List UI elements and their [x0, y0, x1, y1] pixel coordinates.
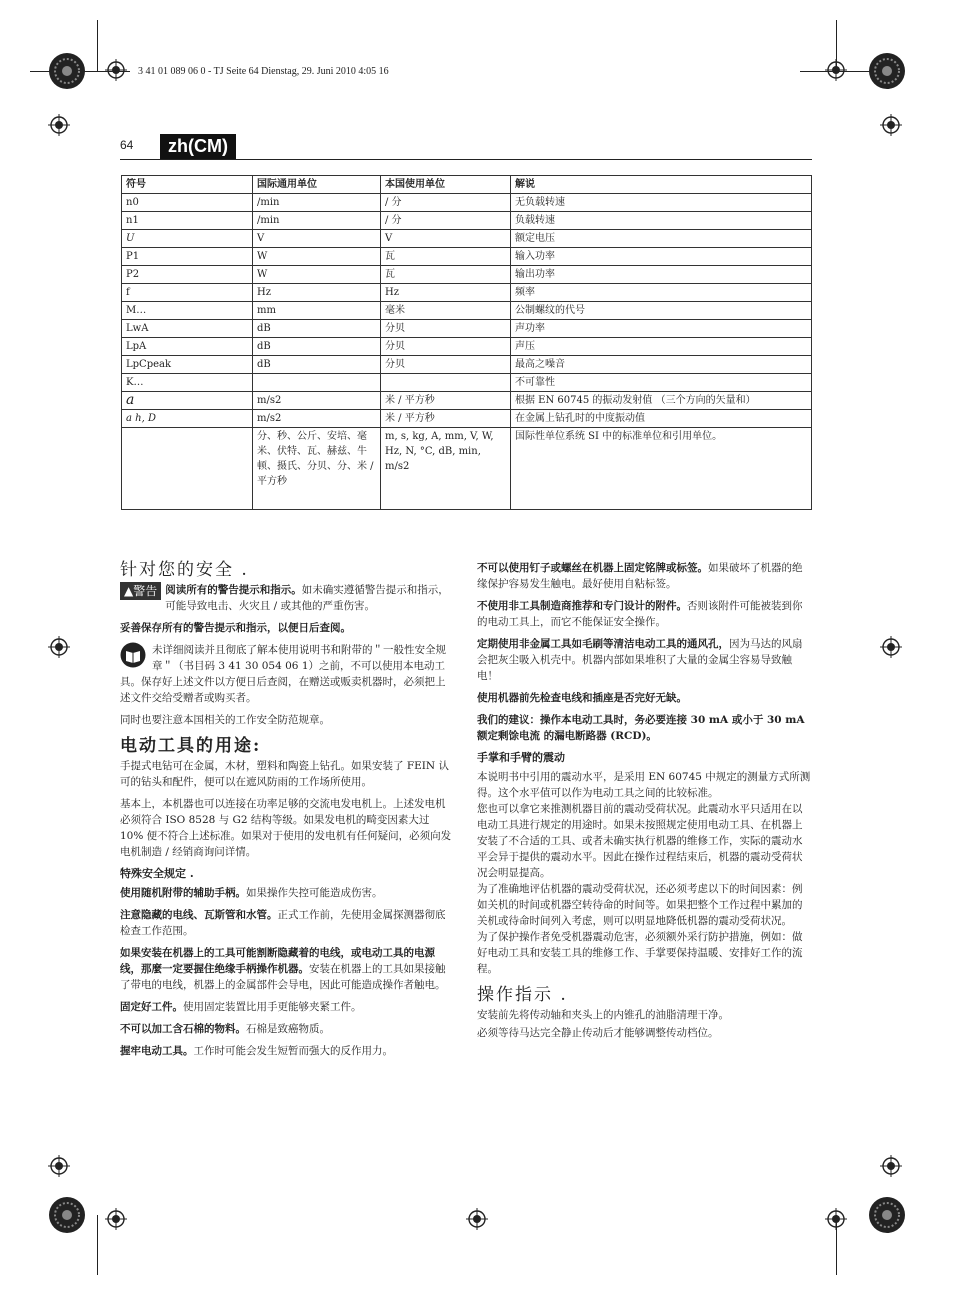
table-header-cell: 解说 [511, 176, 812, 194]
table-cell: /min [253, 194, 381, 212]
table-cell: 在金属上钻孔时的中度振动值 [511, 410, 812, 428]
table-cell: 米 / 平方秒 [381, 392, 511, 410]
right-item-text: 否则该附件可能被装到你的电动工具上，而它不能保证安全操作。 [477, 600, 803, 628]
table-cell: 国际性单位系统 SI 中的标准单位和引用单位。 [511, 428, 812, 510]
special-item-text: 工作时可能会发生短暂而强大的反作用力。 [193, 1045, 393, 1057]
language-tag: zh(CM) [160, 134, 236, 159]
warning-bold: 阅读所有的警告提示和指示。 [165, 584, 302, 596]
warning-label: 警告 [133, 584, 158, 598]
right-item-bold: 我们的建议：操作本电动工具时，务必要连接 30 mA 或小于 30 mA 额定剩馀电流 的漏电断路器 (RCD)。 [477, 714, 805, 742]
left-column [120, 560, 455, 1065]
star-target-icon [868, 1196, 906, 1234]
table-cell: 分、秒、公斤、安培、毫米、伏特、瓦、赫兹、牛顿、摄氏、分贝、分、米 / 平方秒 [253, 428, 381, 510]
also-paragraph: 同时也要注意本国相关的工作安全防范规章。 [120, 714, 330, 726]
table-cell: 根据 EN 60745 的振动发射值 （三个方向的矢量和） [511, 392, 812, 410]
header-rule [120, 159, 812, 160]
table-row [122, 356, 812, 374]
section-title-use: 电动工具的用途: [120, 736, 262, 756]
use-paragraph-1: 手提式电钻可在金属，木材，塑料和陶瓷上钻孔。如果安装了 FEIN 认可的钻头和配件，便可以在遮风防雨的工作场所使用。 [120, 760, 449, 788]
table-cell: 米 / 平方秒 [381, 410, 511, 428]
special-item [120, 945, 455, 993]
table-row [122, 410, 812, 428]
registration-mark-icon [48, 114, 70, 136]
table-cell: dB [253, 356, 381, 374]
table-row [122, 338, 812, 356]
table-cell: W [253, 266, 381, 284]
vibration-paragraph: 为了准确地评估机器的震动受荷状况，还必须考虑以下的时间因素：例如关机的时间或机器空转待命的时间等。如果把整个工作过程中累加的关机或待命时间列入考虑，则可以明显地降低机器的震动受荷状况。 [477, 883, 803, 927]
table-cell: P1 [122, 248, 253, 266]
table-cell: 瓦 [381, 266, 511, 284]
registration-mark-icon [48, 1155, 70, 1177]
table-cell: 无负载转速 [511, 194, 812, 212]
special-item-text: 如果操作失控可能造成伤害。 [246, 887, 383, 899]
table-row [122, 248, 812, 266]
table-cell: 额定电压 [511, 230, 812, 248]
table-cell: 输入功率 [511, 248, 812, 266]
table-row [122, 428, 812, 510]
table-row [122, 302, 812, 320]
vibration-paragraph: 为了保护操作者免受机器震动危害，必须额外采行防护措施，例如：做好电动工具和安装工具的维修工作、手掌要保持温暖、安排好工作的流程。 [477, 931, 803, 975]
table-cell: 分贝 [381, 338, 511, 356]
special-item-text: 正式工作前，先使用金属探测器彻底检查工作范围。 [120, 909, 446, 937]
registration-mark-icon [825, 59, 847, 81]
registration-mark-icon [105, 59, 127, 81]
star-target-icon [868, 52, 906, 90]
table-cell: a h, D [122, 410, 253, 428]
table-cell: U [122, 230, 253, 248]
table-row [122, 284, 812, 302]
table-cell: m/s2 [253, 392, 381, 410]
special-item [120, 907, 455, 939]
special-item-bold: 固定好工件。 [120, 1001, 183, 1013]
table-cell: / 分 [381, 194, 511, 212]
table-cell: n1 [122, 212, 253, 230]
section-title-vibration: 手掌和手臂的震动 [477, 751, 565, 764]
keep-bold: 妥善保存所有的警告提示和指示，以便日后查阅。 [120, 622, 351, 634]
table-cell: Hz [253, 284, 381, 302]
table-cell: 毫米 [381, 302, 511, 320]
table-cell: P2 [122, 266, 253, 284]
right-item [477, 690, 812, 706]
special-item-bold: 使用随机附带的辅助手柄。 [120, 887, 246, 899]
table-cell: LpA [122, 338, 253, 356]
table-cell: 公制螺纹的代号 [511, 302, 812, 320]
table-header-cell: 国际通用单位 [253, 176, 381, 194]
table-row [122, 230, 812, 248]
table-cell [122, 428, 253, 510]
special-item [120, 1021, 455, 1037]
table-cell: 不可靠性 [511, 374, 812, 392]
right-item [477, 598, 812, 630]
page-number: 64 [120, 138, 134, 152]
table-cell: LpCpeak [122, 356, 253, 374]
table-header-row [122, 176, 812, 194]
special-item-bold: 握牢电动工具。 [120, 1045, 194, 1057]
star-target-icon [48, 52, 86, 90]
table-cell [253, 374, 381, 392]
table-cell: 分贝 [381, 320, 511, 338]
operation-paragraph: 必须等待马达完全静止传动后才能够调整传动档位。 [477, 1027, 719, 1039]
table-cell: M… [122, 302, 253, 320]
right-item-text: 如果破坏了机器的绝缘保护容易发生触电。最好使用自粘标签。 [477, 562, 803, 590]
registration-mark-icon [880, 1155, 902, 1177]
table-cell: 负载转速 [511, 212, 812, 230]
warning-badge [120, 582, 161, 600]
special-item-text: 安装在机器上的工具如果接触了带电的电线，机器上的金属部件会导电，因此可能造成操作者触电。 [120, 963, 446, 991]
special-item-bold: 注意隐藏的电线、瓦斯管和水管。 [120, 909, 278, 921]
table-cell: W [253, 248, 381, 266]
registration-mark-icon [48, 636, 70, 658]
warning-paragraph [120, 582, 455, 614]
registration-mark-icon [880, 114, 902, 136]
right-item-bold: 使用机器前先检查电线和插座是否完好无缺。 [477, 692, 687, 704]
table-row [122, 212, 812, 230]
table-cell: a [122, 392, 253, 410]
table-cell: 分贝 [381, 356, 511, 374]
special-item-text: 使用固定装置比用手更能够夹紧工件。 [183, 1001, 362, 1013]
crop-mark [97, 20, 98, 72]
table-row [122, 266, 812, 284]
table-cell: 输出功率 [511, 266, 812, 284]
right-item-bold: 不使用非工具制造商推荐和专门设计的附件。 [477, 600, 687, 612]
vibration-paragraph: 您也可以拿它来推测机器目前的震动受荷状况。此震动水平只适用在以电动工具进行规定的用途时。如果未按照规定使用电动工具、在机器上安装了不合适的工具、或者未确实执行机器的维修工作，实际的震动水平会异于提供的震动水平。因此在操作过程结束后，机器的震动受荷状况会明显提高。 [477, 803, 803, 879]
table-cell: dB [253, 338, 381, 356]
table-cell: f [122, 284, 253, 302]
table-cell [381, 374, 511, 392]
table-row [122, 194, 812, 212]
crop-mark [97, 1215, 98, 1275]
table-cell: mm [253, 302, 381, 320]
table-cell: m/s2 [253, 410, 381, 428]
table-cell: / 分 [381, 212, 511, 230]
special-item [120, 999, 455, 1015]
table-cell: 频率 [511, 284, 812, 302]
special-item-bold: 如果安装在机器上的工具可能割断隐藏着的电线，或电动工具的电源线，那麼一定要握住绝缘手柄操作机器。 [120, 947, 435, 975]
table-cell: 瓦 [381, 248, 511, 266]
special-item-text: 石棉是致癌物质。 [246, 1023, 330, 1035]
special-item [120, 1043, 455, 1059]
table-cell: V [253, 230, 381, 248]
table-row [122, 374, 812, 392]
keep-paragraph [120, 620, 455, 636]
table-cell: /min [253, 212, 381, 230]
warning-triangle-icon: ▲ [124, 584, 134, 598]
book-text: 未详细阅读并且彻底了解本使用说明书和附带的＂一般性安全规章＂（书目码 3 41 30 054 06 1）之前，不可以使用本电动工具。保存好上述文件以方便日后查阅，在赠送或贩卖机器时，必须把上述文件交给受赠者或购买者。 [120, 644, 446, 704]
table-cell: n0 [122, 194, 253, 212]
right-item-bold: 不可以使用钉子或螺丝在机器上固定铭牌或标签。 [477, 562, 708, 574]
section-title-safety: 针对您的安全 . [120, 560, 249, 580]
table-row [122, 320, 812, 338]
table-header-cell: 本国使用单位 [381, 176, 511, 194]
table-cell: dB [253, 320, 381, 338]
table-row [122, 392, 812, 410]
table-cell: 声压 [511, 338, 812, 356]
table-cell: m, s, kg, A, mm, V, W, Hz, N, °C, dB, min, m/s2 [381, 428, 511, 510]
right-item-bold: 定期使用非金属工具如毛刷等清洁电动工具的通风孔， [477, 638, 729, 650]
special-item [120, 885, 455, 901]
read-manual-icon [120, 642, 146, 668]
right-item-text: 因为马达的风扇会把灰尘吸入机壳中。机器内部如果堆积了大量的金属尘容易导致触电！ [477, 638, 803, 682]
table-cell: 最高之噪音 [511, 356, 812, 374]
registration-mark-icon [466, 1208, 488, 1230]
right-column [477, 560, 812, 1047]
special-item-bold: 不可以加工含石棉的物料。 [120, 1023, 246, 1035]
warning-text: 如未确实遵循警告提示和指示，可能导致电击、火灾且 / 或其他的严重伤害。 [165, 584, 449, 612]
table-cell: Hz [381, 284, 511, 302]
vibration-paragraph: 本说明书中引用的震动水平，是采用 EN 60745 中规定的测量方式所测得。这个水平值可以作为电动工具之间的比较标准。 [477, 771, 811, 799]
section-title-operation: 操作指示 . [477, 985, 568, 1005]
right-item [477, 560, 812, 592]
operation-paragraph: 安装前先将传动轴和夹头上的内锥孔的油脂清理干净。 [477, 1009, 729, 1021]
registration-mark-icon [880, 636, 902, 658]
table-cell: LwA [122, 320, 253, 338]
symbol-table [121, 175, 812, 510]
section-title-special: 特殊安全规定 . [120, 867, 194, 880]
right-item [477, 712, 812, 744]
right-item [477, 636, 812, 684]
registration-mark-icon [825, 1208, 847, 1230]
star-target-icon [48, 1196, 86, 1234]
print-info: 3 41 01 089 06 0 - TJ Seite 64 Dienstag, 29. Juni 2010 4:05 16 [138, 66, 389, 77]
table-cell: 声功率 [511, 320, 812, 338]
table-cell: V [381, 230, 511, 248]
book-paragraph [120, 642, 455, 706]
table-cell: K… [122, 374, 253, 392]
registration-mark-icon [105, 1208, 127, 1230]
table-header-cell: 符号 [122, 176, 253, 194]
use-paragraph-2: 基本上，本机器也可以连接在功率足够的交流电发电机上。上述发电机必须符合 ISO 8528 与 G2 结构等级。如果发电机的畸变因素大过 10% 便不符合上述标准。如果对于使用的发电机有任何疑问，必须向发电机制造 / 经销商询问详情。 [120, 798, 452, 858]
